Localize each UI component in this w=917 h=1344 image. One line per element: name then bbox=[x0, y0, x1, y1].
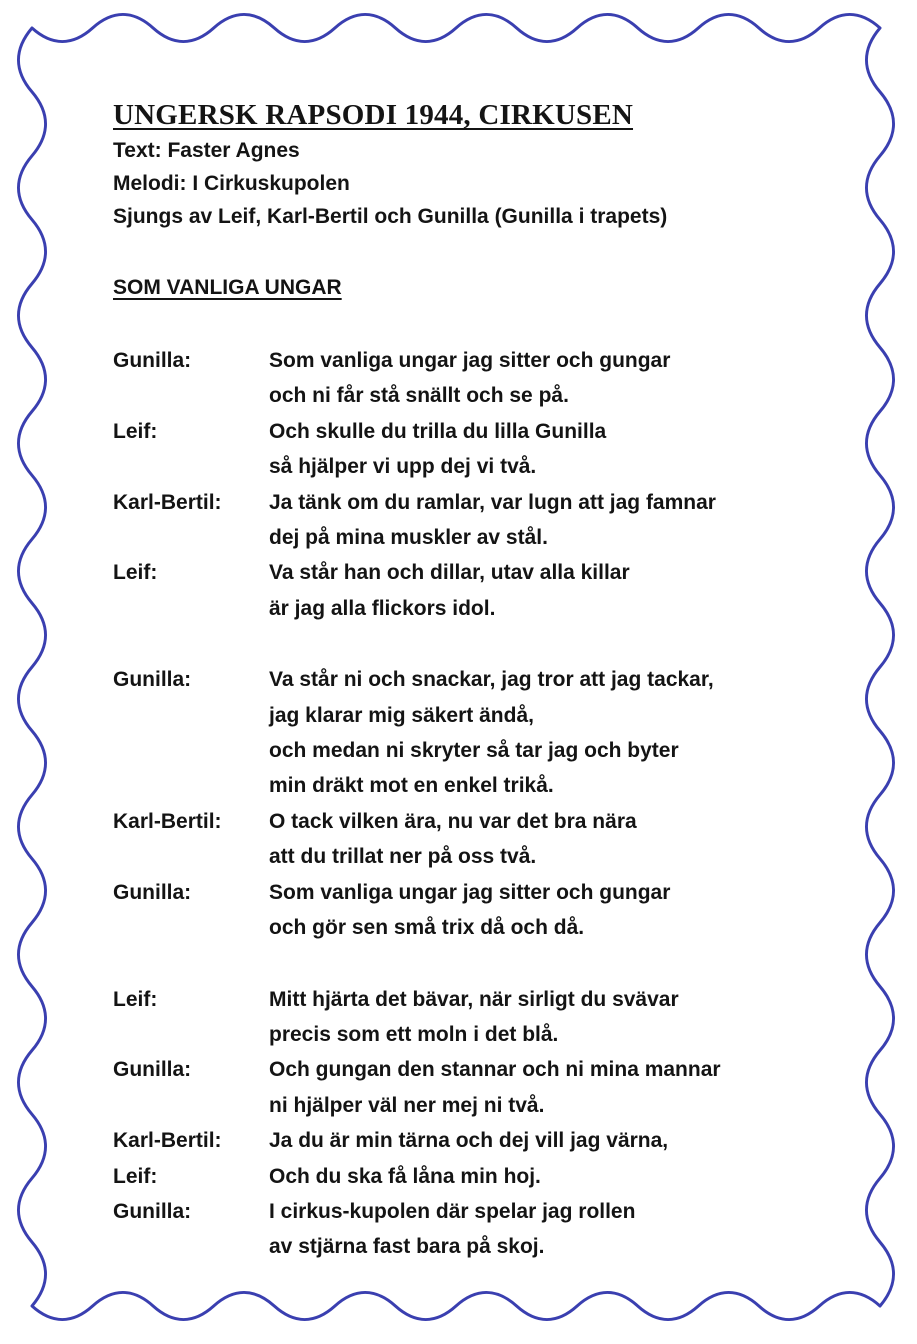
lyric-row bbox=[113, 343, 873, 378]
lyric-row bbox=[113, 875, 873, 910]
lyric-line: I cirkus-kupolen där spelar jag rollen bbox=[269, 1199, 636, 1223]
lyric-line: O tack vilken ära, nu var det bra nära bbox=[269, 809, 637, 833]
lyric-line: Och gungan den stannar och ni mina mannar bbox=[269, 1058, 721, 1082]
speaker-label bbox=[113, 1229, 269, 1264]
lyric-line: Ja du är min tärna och dej vill jag värna, bbox=[269, 1129, 669, 1153]
song-title: SOM VANLIGA UNGAR bbox=[113, 276, 342, 299]
text-credit: Text: Faster Agnes bbox=[113, 139, 300, 162]
stanza bbox=[113, 982, 873, 1265]
lyric-line: ni hjälper väl ner mej ni två. bbox=[269, 1093, 545, 1117]
lyric-row bbox=[113, 1052, 873, 1087]
lyric-line: Som vanliga ungar jag sitter och gungar bbox=[269, 349, 671, 372]
speaker-label: Karl-Bertil: bbox=[113, 1129, 222, 1153]
lyric-line: så hjälper vi upp dej vi två. bbox=[269, 455, 537, 479]
lyric-row bbox=[113, 662, 873, 697]
lyric-row bbox=[113, 698, 873, 733]
lyric-line: Va står han och dillar, utav alla killar bbox=[269, 561, 630, 585]
lyric-row bbox=[113, 591, 873, 626]
lyric-row bbox=[113, 414, 873, 449]
lyric-row bbox=[113, 1194, 873, 1229]
document-title: UNGERSK RAPSODI 1944, CIRKUSEN bbox=[113, 99, 634, 131]
lyric-line: precis som ett moln i det blå. bbox=[269, 1022, 559, 1046]
lyric-row bbox=[113, 1017, 873, 1052]
speaker-label bbox=[113, 698, 269, 733]
lyrics bbox=[113, 343, 873, 1265]
performers-note: Sjungs av Leif, Karl-Bertil och Gunilla (Gunilla i trapets) bbox=[113, 205, 668, 228]
speaker-label bbox=[113, 1088, 269, 1123]
speaker-label: Karl-Bertil: bbox=[113, 490, 222, 514]
lyric-row bbox=[113, 1123, 873, 1158]
lyric-line: av stjärna fast bara på skoj. bbox=[269, 1235, 545, 1259]
speaker-label: Gunilla: bbox=[113, 349, 192, 372]
lyric-row bbox=[113, 804, 873, 839]
speaker-label: Leif: bbox=[113, 1164, 158, 1188]
lyric-line: Va står ni och snackar, jag tror att jag tackar, bbox=[269, 668, 714, 692]
lyric-row bbox=[113, 982, 873, 1017]
speaker-label: Gunilla: bbox=[113, 880, 192, 904]
lyric-line: Och skulle du trilla du lilla Gunilla bbox=[269, 419, 607, 443]
lyric-row bbox=[113, 1229, 873, 1264]
melody-credit: Melodi: I Cirkuskupolen bbox=[113, 172, 350, 195]
lyric-row bbox=[113, 768, 873, 803]
lyric-line: Ja tänk om du ramlar, var lugn att jag famnar bbox=[269, 490, 716, 514]
lyric-line: Mitt hjärta det bävar, när sirligt du svävar bbox=[269, 987, 679, 1011]
speaker-label bbox=[113, 378, 269, 413]
stanza bbox=[113, 343, 873, 626]
speaker-label bbox=[113, 520, 269, 555]
lyric-row bbox=[113, 1159, 873, 1194]
lyric-row bbox=[113, 555, 873, 590]
lyric-row bbox=[113, 733, 873, 768]
lyric-line: och ni får stå snällt och se på. bbox=[269, 384, 569, 408]
lyric-line: att du trillat ner på oss två. bbox=[269, 845, 537, 869]
lyric-row bbox=[113, 839, 873, 874]
lyric-row bbox=[113, 378, 873, 413]
lyric-line: och gör sen små trix då och då. bbox=[269, 916, 585, 940]
lyric-line: jag klarar mig säkert ändå, bbox=[269, 703, 534, 727]
speaker-label bbox=[113, 449, 269, 484]
lyric-row bbox=[113, 520, 873, 555]
lyric-row bbox=[113, 1088, 873, 1123]
speaker-label bbox=[113, 910, 269, 945]
speaker-label: Leif: bbox=[113, 419, 158, 443]
speaker-label: Gunilla: bbox=[113, 1058, 192, 1082]
lyric-line: Och du ska få låna min hoj. bbox=[269, 1164, 541, 1188]
speaker-label: Leif: bbox=[113, 561, 158, 585]
speaker-label bbox=[113, 839, 269, 874]
lyric-row bbox=[113, 910, 873, 945]
lyric-row bbox=[113, 485, 873, 520]
lyric-line: min dräkt mot en enkel trikå. bbox=[269, 774, 554, 798]
speaker-label: Gunilla: bbox=[113, 1199, 192, 1223]
speaker-label bbox=[113, 1017, 269, 1052]
lyric-line: Som vanliga ungar jag sitter och gungar bbox=[269, 880, 671, 904]
stanza bbox=[113, 662, 873, 945]
document-body bbox=[113, 96, 873, 1265]
speaker-label bbox=[113, 591, 269, 626]
speaker-label: Karl-Bertil: bbox=[113, 809, 222, 833]
lyric-line: dej på mina muskler av stål. bbox=[269, 526, 548, 550]
lyric-line: och medan ni skryter så tar jag och byter bbox=[269, 739, 679, 763]
speaker-label: Gunilla: bbox=[113, 668, 192, 692]
speaker-label bbox=[113, 768, 269, 803]
lyric-line: är jag alla flickors idol. bbox=[269, 596, 496, 620]
speaker-label: Leif: bbox=[113, 987, 158, 1011]
lyric-row bbox=[113, 449, 873, 484]
speaker-label bbox=[113, 733, 269, 768]
